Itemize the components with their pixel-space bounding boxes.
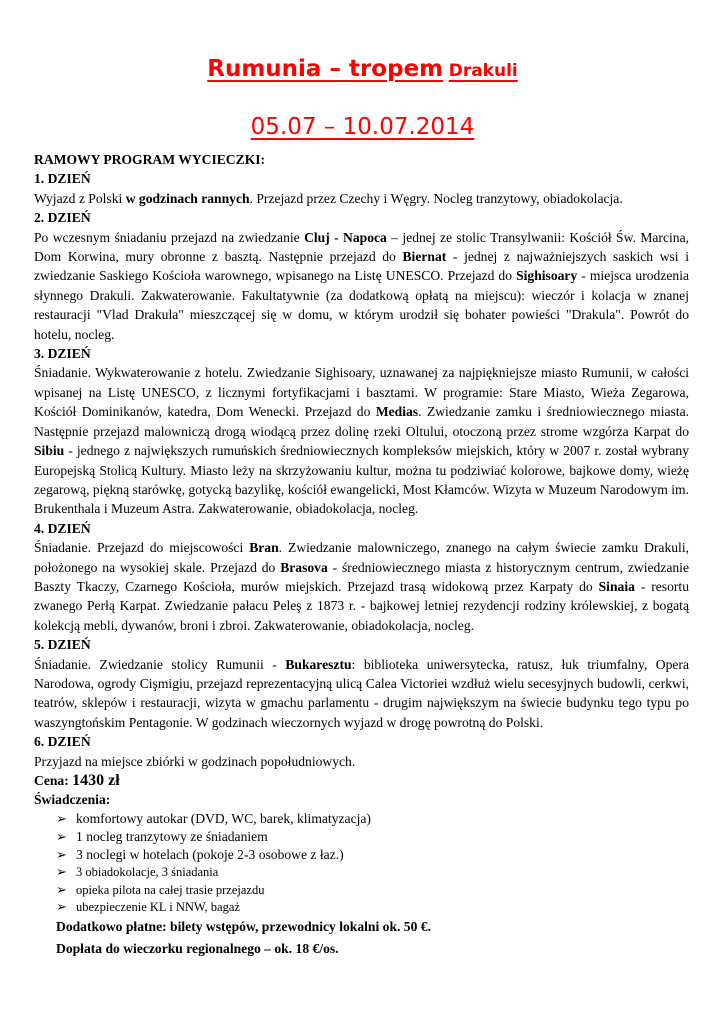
day-description — [34, 538, 689, 635]
benefit-item — [56, 899, 689, 916]
benefit-item — [56, 846, 689, 864]
description-text: Wyjazd z Polski — [34, 190, 126, 206]
benefit-text: ubezpieczenie KL i NNW, bagaż — [76, 899, 240, 914]
description-text: Śniadanie. Wykwaterowanie z hotelu. Zwiedzanie Sighisoary, uznawanej za najpiękniejsze miasto Rumunii, w całości wpisanej na Listę UNESCO, z licznymi fortyfikacjami i basztami. W programie: Stare Miasto, Wieża Zegarowa, Kościół Dominikanów, katedra, Dom Wenecki. Przejazd do — [34, 365, 689, 420]
day-heading: 4. DZIEŃ — [34, 520, 91, 536]
benefit-item — [56, 882, 689, 899]
day-description — [34, 752, 689, 771]
place-name: Biernat — [402, 249, 447, 265]
arrow-bullet-icon: ➢ — [56, 848, 67, 864]
place-name: Sinaia — [598, 578, 635, 594]
day-description — [34, 228, 689, 344]
description-text: - resortu zwanego Perłą Karpat. Zwiedzanie pałacu Peleş z 1873 r. - bajkowej letniej rezydencji rodziny królewskiej, z bogatą kolekcją mebli, dywanów, broni i zbroi. Zakwaterowanie, obiadokolacja, nocleg. — [34, 578, 689, 633]
program-heading: RAMOWY PROGRAM WYCIECZKI: — [34, 152, 266, 167]
page-title — [0, 56, 725, 82]
title-sub: Drakuli — [448, 61, 518, 81]
benefit-text: opieka pilota na całej trasie przejazdu — [76, 882, 265, 897]
benefit-text: 1 nocleg tranzytowy ze śniadaniem — [76, 829, 268, 845]
benefit-item — [56, 828, 689, 846]
description-text: Przyjazd na miejsce zbiórki w godzinach popołudniowych. — [34, 753, 356, 769]
price-line — [34, 771, 689, 790]
place-name: Medias — [375, 404, 419, 420]
day-description — [34, 655, 689, 733]
day-heading: 5. DZIEŃ — [34, 637, 91, 653]
benefit-item — [56, 864, 689, 881]
day-heading: 3. DZIEŃ — [34, 346, 91, 362]
benefit-text: 3 obiadokolacje, 3 śniadania — [76, 865, 219, 880]
arrow-bullet-icon: ➢ — [56, 811, 67, 827]
day-heading: 1. DZIEŃ — [34, 171, 91, 187]
document-body — [34, 150, 689, 960]
day-description — [34, 189, 689, 208]
place-name: Bran — [249, 540, 279, 556]
arrow-bullet-icon: ➢ — [56, 899, 67, 915]
place-name: Sibiu — [34, 443, 65, 459]
description-text: – jednej ze stolic Transylwanii: Kościół Św. Marcina, Dom Korwina, mury obronne z basztą. Następnie przejazd do — [34, 229, 690, 265]
description-text: - miejsca urodzenia słynnego Drakuli. Zakwaterowanie. Fakultatywnie (za dodatkową opłatą na miejscu): wieczór i kolacja w znanej restauracji "Vlad Drakula" mieszczącej się w domu, w którym urodził się bohater powieści "Drakula". Powrót do hotelu, nocleg. — [34, 268, 690, 342]
benefits-list — [34, 810, 689, 916]
place-name: w godzinach rannych — [125, 190, 250, 206]
place-name: Bukaresztu — [285, 656, 352, 672]
title-main: Rumunia – tropem — [207, 56, 444, 82]
place-name: Cluj - Napoca — [304, 229, 387, 245]
place-name: Sighisoary — [516, 268, 578, 284]
description-text: - jednej z najważniejszych saskich wsi i zwiedzanie Saskiego Kościoła warownego, wpisanego na Listę UNESCO. Przejazd do — [34, 249, 689, 284]
benefits-heading: Świadczenia: — [34, 792, 111, 808]
price-amount: 1430 zł — [72, 772, 120, 789]
day-heading: 2. DZIEŃ — [34, 210, 91, 226]
description-text: . Zwiedzanie malowniczego, znanego na całym świecie zamku Drakuli, położonego na wysokiej skale. Przejazd do — [34, 540, 690, 575]
description-text: Po wczesnym śniadaniu przejazd na zwiedzanie — [34, 229, 305, 245]
trip-dates: 05.07 – 10.07.2014 — [250, 114, 475, 140]
extras-list — [34, 916, 689, 960]
day-heading: 6. DZIEŃ — [34, 734, 91, 750]
description-text: Śniadanie. Zwiedzanie stolicy Rumunii - — [34, 656, 286, 672]
day-description — [34, 363, 689, 518]
description-text: . Przejazd przez Czechy i Węgry. Nocleg tranzytowy, obiadokolacja. — [249, 190, 623, 206]
benefit-text: 3 noclegi w hotelach (pokoje 2-3 osobowe z łaz.) — [76, 847, 344, 863]
place-name: Brasova — [280, 559, 328, 575]
description-text: . Zwiedzanie zamku i średniowiecznego miasta. Następnie przejazd malowniczą drogą wiodącą przez dolinę rzeki Oltului, otoczoną przez strome wzgórza Karpat do — [34, 404, 689, 439]
arrow-bullet-icon: ➢ — [56, 865, 67, 881]
extra-cost-line: Dopłata do wieczorku regionalnego – ok. 18 €/os. — [56, 941, 339, 957]
extra-cost-line: Dodatkowo płatne: bilety wstępów, przewodnicy lokalni ok. 50 €. — [56, 919, 431, 935]
day-list — [34, 169, 689, 771]
arrow-bullet-icon: ➢ — [56, 882, 67, 898]
price-label: Cena: — [34, 773, 69, 788]
description-text: Śniadanie. Przejazd do miejscowości — [34, 540, 250, 556]
benefit-text: komfortowy autokar (DVD, WC, barek, klimatyzacja) — [76, 810, 371, 826]
arrow-bullet-icon: ➢ — [56, 830, 67, 846]
description-text: - jednego z największych rumuńskich średniowiecznych kompleksów miejskich, który w 2007 r. został wybrany Europejską Stolicą Kultury. Miasto leży na skrzyżowaniu kultur, można tu podziwiać kolorowe, bajkowe domy, wieżę zegarową, piękną starówkę, gotycką bazylikę, kościół ewangelicki, Most Kłamców. Wizyta w Muzeum Narodowym im. Brukenthala i Muzeum Astra. Zakwaterowanie, obiadokolacja, nocleg. — [34, 443, 689, 517]
benefit-item — [56, 810, 689, 828]
description-text: - średniowiecznego miasta z historycznym centrum, zwiedzanie Baszty Tkaczy, Czarnego Kościoła, murów miejskich. Przejazd trasą widokową przez Karpaty do — [34, 559, 689, 594]
description-text: : biblioteka uniwersytecka, ratusz, łuk triumfalny, Opera Narodowa, ogrody Cişmigiu, przejazd reprezentacyjną ulicą Calea Victoriei wzdłuż wielu secesyjnych budowli, cerkwi, teatrów, sklepów i restauracji, wizyta w gmachu parlamentu - drugim największym na świecie budynku tego typu po waszyngtońskim Pentagonie. W godzinach wieczornych wyjazd w drogę powrotną do Polski. — [34, 656, 689, 730]
